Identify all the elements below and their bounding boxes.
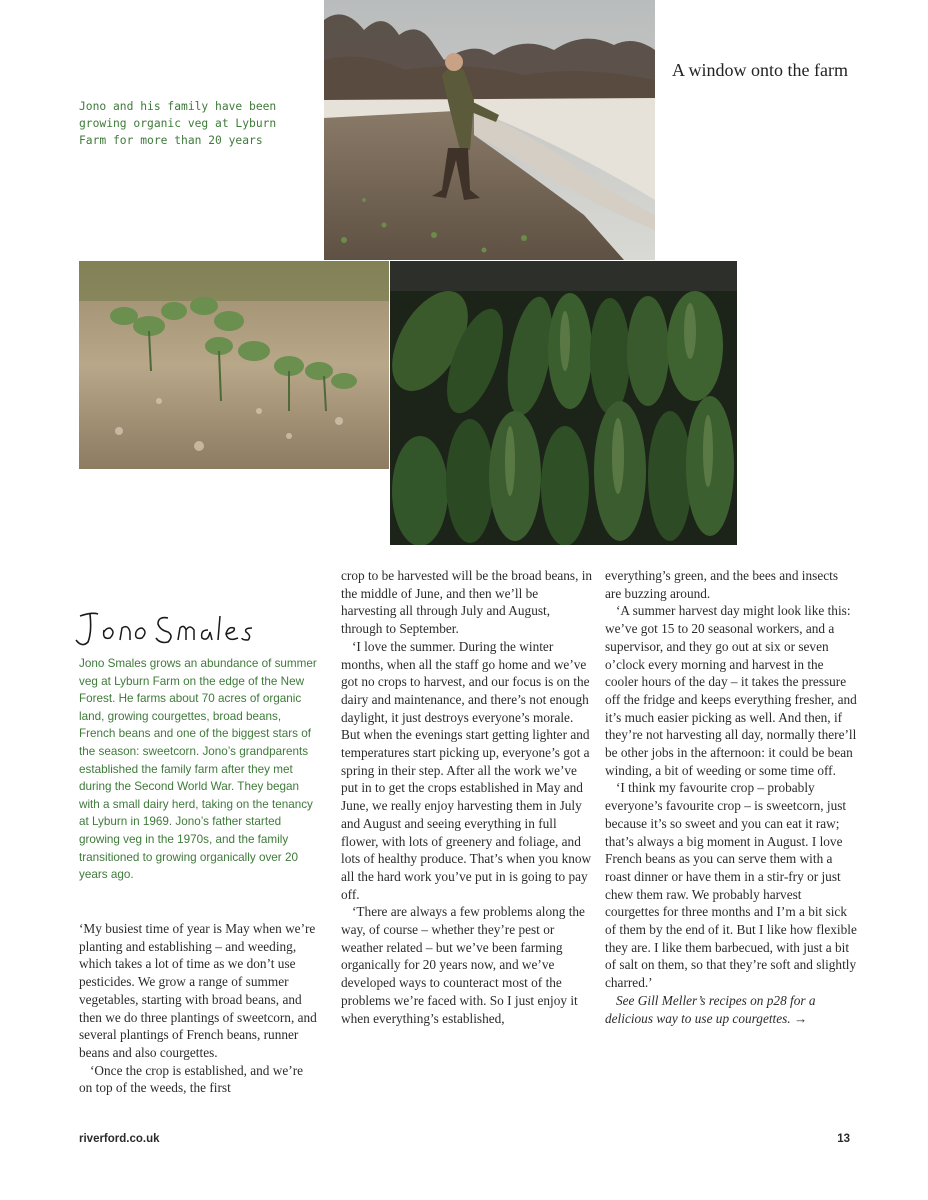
body-column-1 — [79, 920, 319, 1097]
photo-caption: Jono and his family have been growing organic veg at Lyburn Farm for more than 20 years — [79, 100, 277, 147]
seedlings-photo — [79, 261, 389, 469]
page-heading: A window onto the farm — [672, 60, 848, 80]
recipe-cta-text[interactable]: See Gill Meller’s recipes on p28 for a delicious way to use up courgettes. → — [605, 992, 816, 1026]
body-paragraph: ‘Once the crop is established, and we’re on top of the weeds, the first — [79, 1062, 304, 1096]
body-column-2 — [341, 567, 593, 1027]
body-paragraph: ‘A summer harvest day might look like this: we’ve got 15 to 20 seasonal workers, and a supervisor, and they go out at six or seven o’clock every morning and harvest in the cooler hours of the day – it takes the pressure off the fridge and keeps everything fresher, and it’s much easier picking as well. And then, if they’re not harvesting all day, normally there’ll be other jobs in the afternoon: it could be bean winding, a bit of weeding or some time off. — [605, 603, 857, 778]
footer-url[interactable]: riverford.co.uk — [79, 1133, 160, 1145]
recipe-cta[interactable] — [605, 992, 857, 1027]
signature — [72, 602, 262, 652]
intro-paragraph: Jono Smales grows an abundance of summer veg at Lyburn Farm on the edge of the New Forest. He farms about 70 acres of organic land, growing courgettes, broad beans, French beans and one of the biggest stars of the season: sweetcorn. Jono’s grandparents established the family farm after they met during the Second World War. They began with a small dairy herd, taking on the tenancy at Lyburn in 1969. Jono’s father started growing veg in the 1970s, and the family transitioned to growing organically over 20 years ago. — [79, 657, 317, 882]
body-paragraph: ‘There are always a few problems along the way, of course – whether they’re pest or weather related – but we’ve been farming organically for 20 years now, and we’ve developed ways to counteract most of the problems we’re faced with. So I just enjoy it when everything’s established, — [341, 904, 585, 1026]
page-number: 13 — [837, 1133, 850, 1145]
farmer-photo — [324, 0, 655, 260]
body-paragraph: everything’s green, and the bees and insects are buzzing around. — [605, 568, 838, 601]
body-column-3 — [605, 567, 857, 1027]
courgettes-photo — [390, 261, 737, 545]
body-paragraph: ‘My busiest time of year is May when we’re planting and establishing – and weeding, which takes a lot of time as we don’t use pesticides. We grow a range of summer vegetables, starting with broad beans, and then we do three plantings of sweetcorn, and several plantings of French beans, runner beans and also courgettes. — [79, 921, 317, 1060]
body-paragraph: ‘I think my favourite crop – probably everyone’s favourite crop – is sweetcorn, just because it’s so sweet and you can eat it raw; that’s always a big moment in August. I love French beans as you can serve them with a roast dinner or have them in a stir-fry or just chew them raw. We probably harvest courgettes for three months and I’m a bit sick of them by the end of it. But I like how flexible they are. I like them barbecued, with just a bit of salt on them, so that they’re soft and slightly charred.’ — [605, 780, 857, 991]
body-paragraph: crop to be harvested will be the broad beans, in the middle of June, and then we’ll be harvesting all through July and August, through to September. — [341, 568, 593, 637]
body-paragraph: ‘I love the summer. During the winter months, when all the staff go home and we’ve got no crops to harvest, and our focus is on the dairy and maintenance, and there’s not enough daylight, it just destroys everyone’s morale. But when the evenings start getting lighter and temperatures start picking up, everyone’s got a spring in their step. After all the work we’ve put in to get the crops established in May and June, we really enjoy harvesting them in July and August and seeing everything in full flower, with lots of greenery and foliage, and lots of healthy produce. That’s when you know all the hard work you’ve put in is going to pay off. — [341, 638, 592, 902]
